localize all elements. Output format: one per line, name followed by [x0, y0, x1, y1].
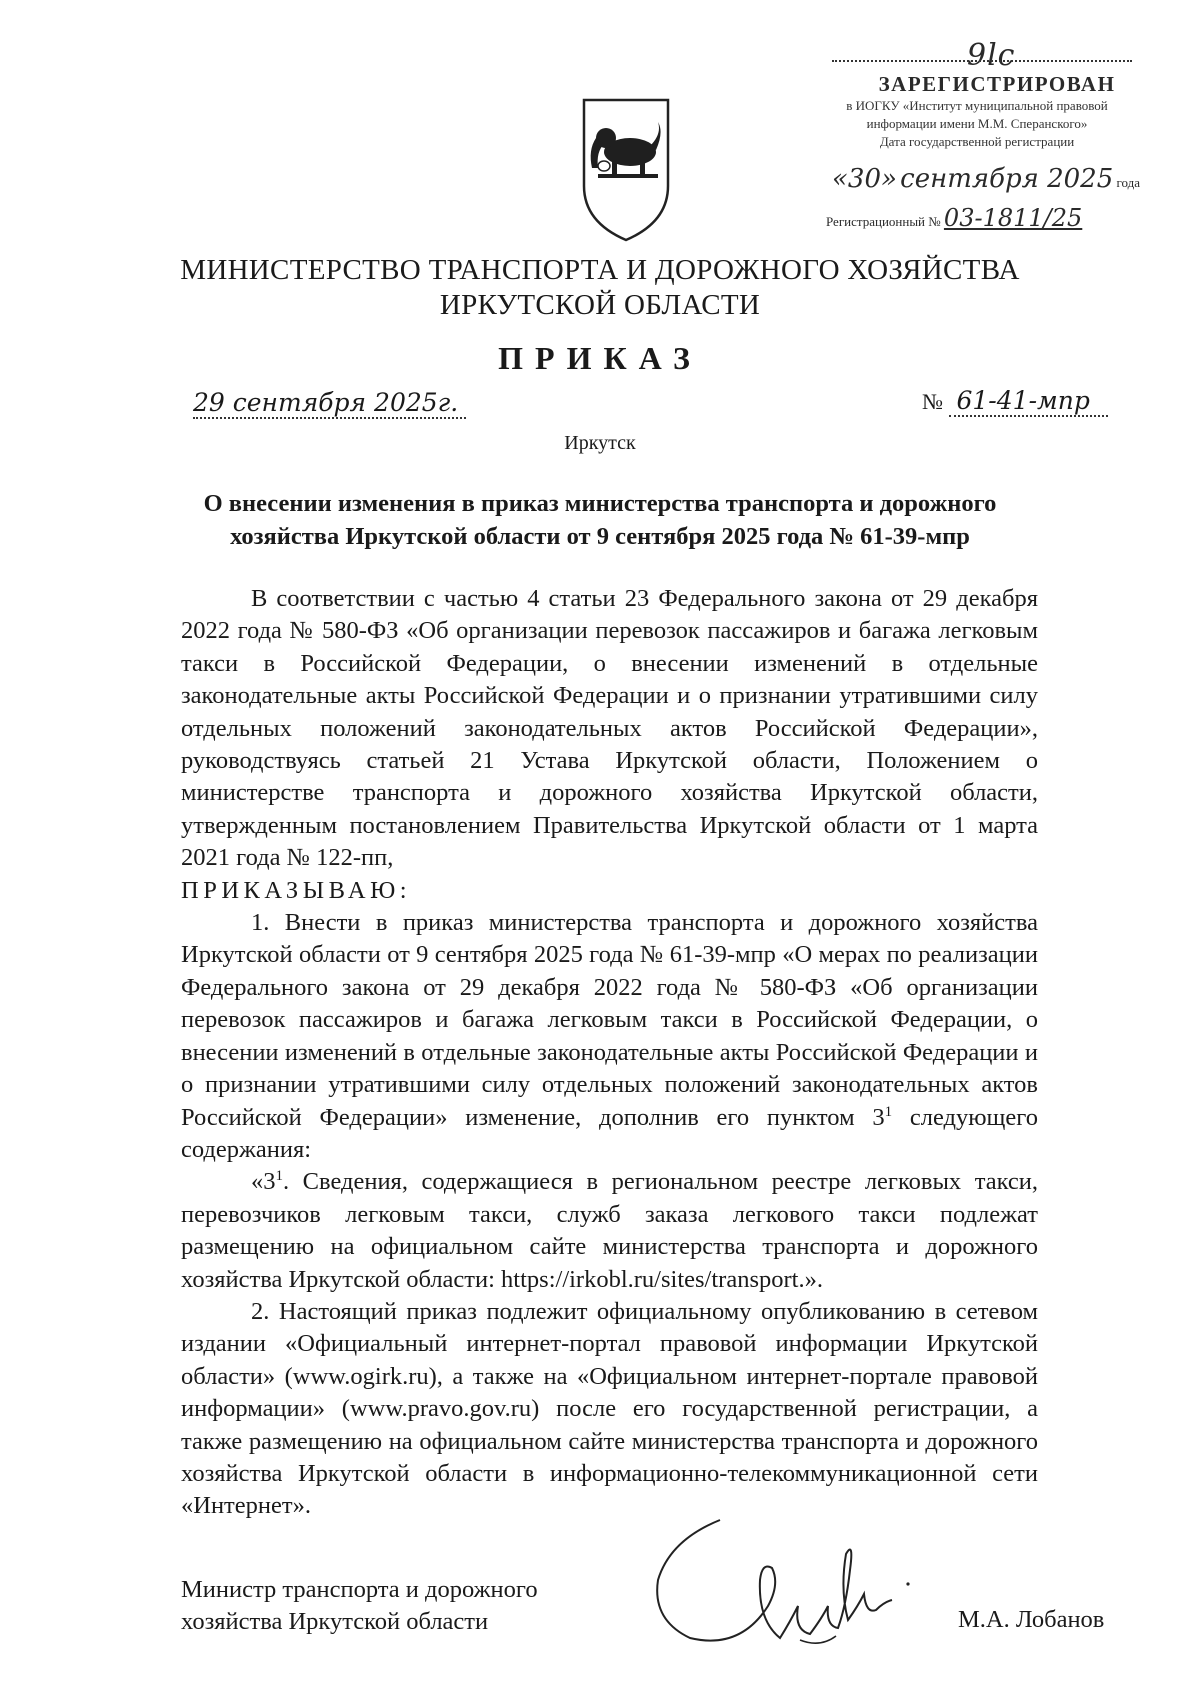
item-1-superscript: 1 — [884, 1103, 893, 1120]
signatory-position-line2: хозяйства Иркутской области — [181, 1608, 489, 1635]
item-2-paragraph: 2. Настоящий приказ подлежит официальному опубликованию в сетевом издании «Официальный интернет-портал правовой информации Иркутской области» (www.ogirk.ru), а также на «Официальном интернет-портале правовой информации» (www.pravo.gov.ru) после его государственной регистрации, а также размещению на официальном сайте министерства транспорта и дорожного хозяйства Иркутской области в информационно-телекоммуникационной сети «Интернет». — [181, 1297, 1038, 1520]
stamp-registration-date — [832, 164, 1142, 194]
quoted-point-start: «3 — [251, 1168, 276, 1196]
stamp-date-suffix: года — [1116, 175, 1141, 190]
signatory-position-line1: Министр транспорта и дорожного — [181, 1576, 538, 1603]
quoted-point-superscript: 1 — [275, 1168, 283, 1185]
stamp-date-label: Дата государственной регистрации — [879, 134, 1075, 149]
preamble-paragraph: В соответствии с частью 4 статьи 23 Федерального закона от 29 декабря 2022 года № 580-ФЗ «Об организации перевозок пассажиров и багажа легковым такси в Российской Федерации, о внесении изменений в отдельные законодательные акты Российской Федерации и о признании утратившими силу отдельных положений законодательных актов Российской Федерации», руководствуясь статьей 21 Устава Иркутской области, Положением о министерстве транспорта и дорожного хозяйства Иркутской области, утвержденным постановлением Правительства Иркутской области от 1 марта 2021 года № 122-пп, — [181, 585, 1038, 872]
document-type: ПРИКАЗ — [498, 340, 702, 376]
item-1-paragraph — [181, 907, 1038, 1166]
stamp-reg-number: 03-1811/25 — [943, 204, 1083, 232]
stamp-title: ЗАРЕГИСТРИРОВАН — [878, 72, 1116, 96]
stamp-date-day: «30» — [832, 164, 897, 194]
stamp-date-month-year: сентября 2025 — [900, 164, 1114, 194]
stamp-handwritten-mark: 9lc — [967, 38, 1016, 73]
quoted-point-text: . Сведения, содержащиеся в региональном реестре легковых такси, перевозчиков легковым такси, служб заказа легкового такси подлежат размещению на официальном сайте министерства транспорта и дорожного хозяйства Иркутской области: https://irkobl.ru/sites/transport.». — [181, 1168, 1038, 1293]
order-number-label: № — [922, 389, 943, 414]
stamp-dotted-line — [832, 60, 1132, 62]
order-word: ПРИКАЗЫВАЮ: — [181, 876, 412, 904]
order-heading: О внесении изменения в приказ министерства транспорта и дорожного хозяйства Иркутской области от 9 сентября 2025 года № 61-39-мпр — [203, 490, 997, 550]
city-name: Иркутск — [564, 432, 636, 454]
stamp-institute-name: информации имени М.М. Сперанского» — [866, 116, 1088, 131]
ministry-name-line2: ИРКУТСКОЙ ОБЛАСТИ — [439, 289, 761, 321]
signatory-name: М.А. Лобанов — [958, 1606, 1105, 1633]
stamp-registration-number — [826, 204, 1142, 232]
stamp-reg-label: Регистрационный № — [826, 214, 941, 229]
order-number — [922, 386, 1108, 415]
order-body — [181, 583, 1038, 1523]
stamp-institute-line: в ИОГКУ «Институт муниципальной правовой — [846, 98, 1108, 113]
item-1-tail: следующего содержания: — [181, 1103, 1038, 1163]
quoted-point-paragraph — [181, 1166, 1038, 1296]
signatory-position — [181, 1574, 538, 1638]
item-1-text: 1. Внести в приказ министерства транспорта и дорожного хозяйства Иркутской области от 9 сентября 2025 года № 61-39-мпр «О мерах по реализации Федерального закона от 29 декабря 2022 года № 580-ФЗ «Об организации перевозок пассажиров и багажа легковым такси в Российской Федерации, о внесении изменений в отдельные законодательные акты Российской Федерации и о признании утратившими силу отдельных положений законодательных актов Российской Федерации» изменение, дополнив его пунктом 3 — [181, 909, 1038, 1131]
ministry-name — [0, 253, 1200, 323]
order-number-value: 61-41-мпр — [949, 386, 1108, 417]
coat-of-arms-emblem — [578, 94, 674, 244]
order-date: 29 сентября 2025г. — [193, 388, 466, 419]
handwritten-signature — [650, 1510, 940, 1660]
registration-stamp — [812, 36, 1142, 236]
ministry-name-line1: МИНИСТЕРСТВО ТРАНСПОРТА И ДОРОЖНОГО ХОЗЯЙСТВА — [180, 254, 1020, 286]
